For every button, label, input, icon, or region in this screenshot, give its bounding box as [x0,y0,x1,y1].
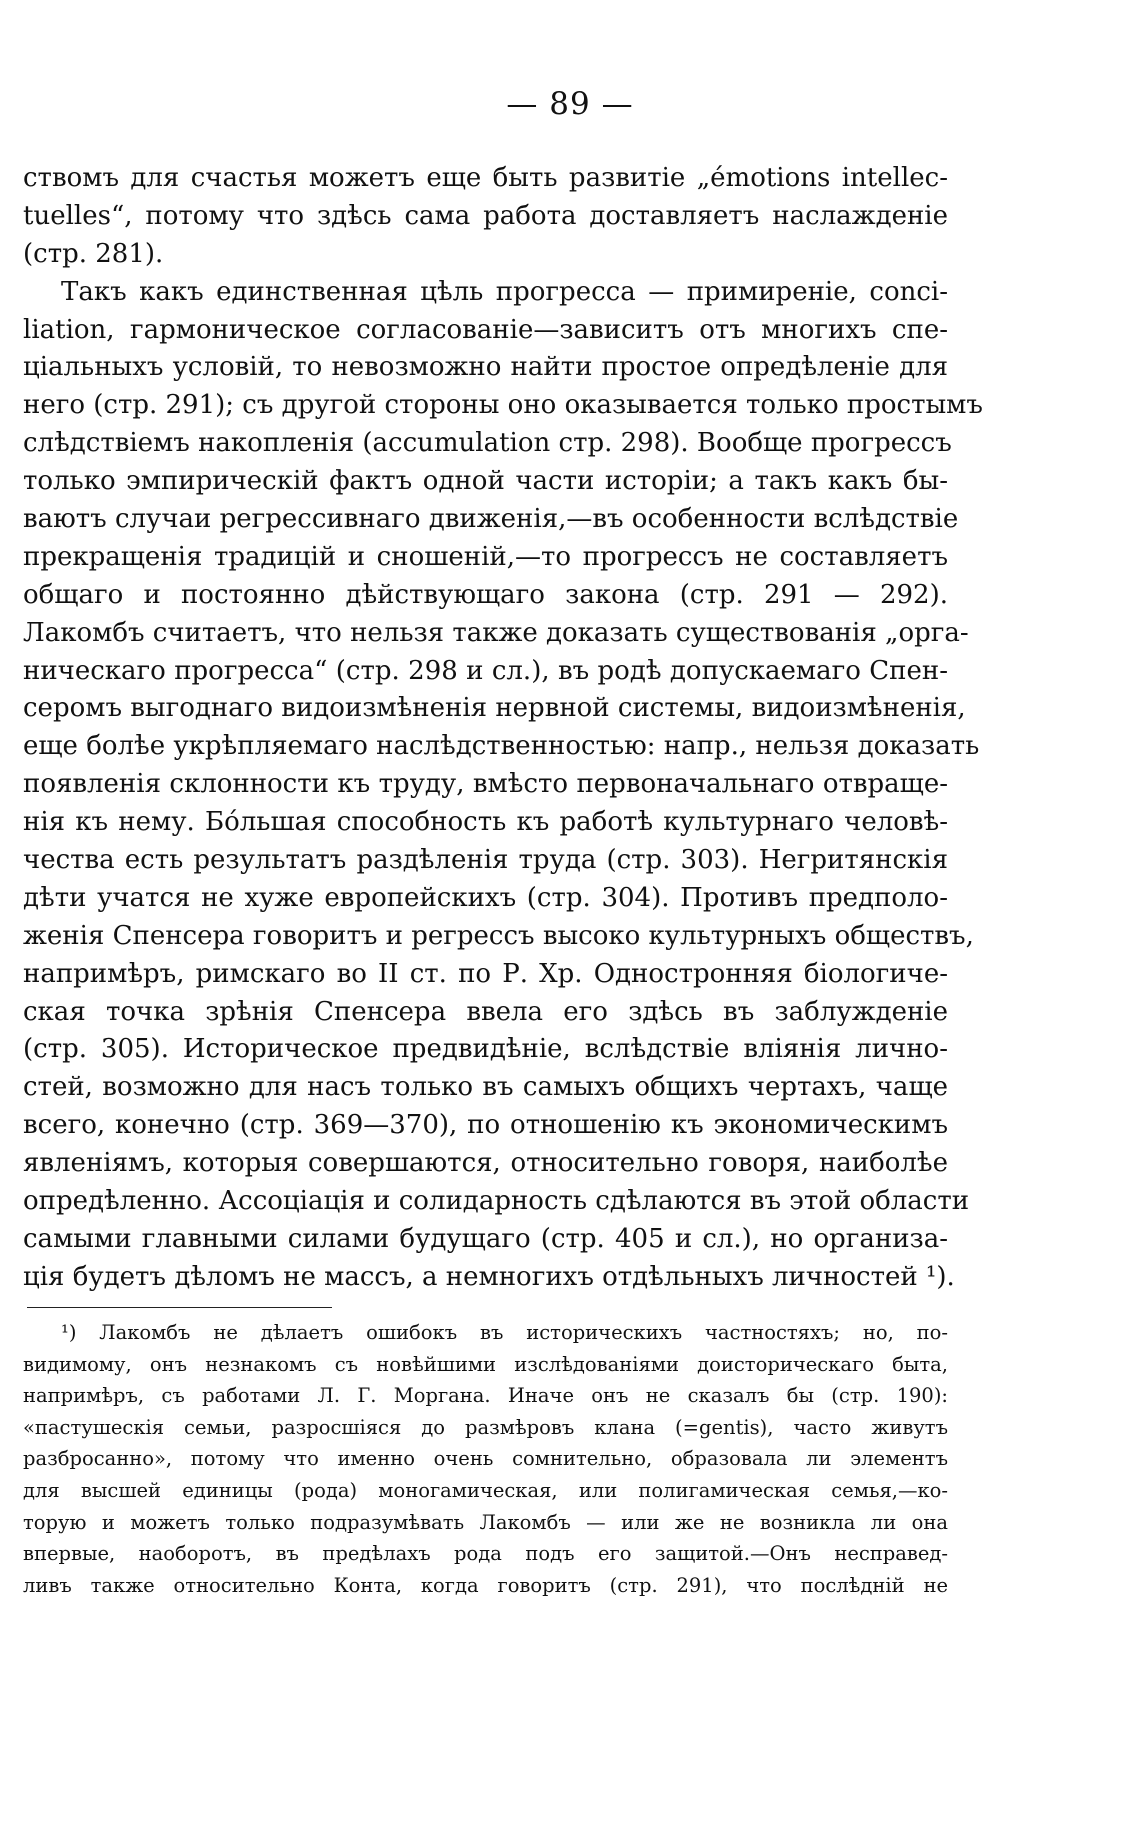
footnote-line: видимому, онъ незнакомъ съ новѣйшими изслѣдованіями доисторическаго быта, [23,1352,948,1376]
text-line: всего, конечно (стр. 369—370), по отношенію къ экономическимъ [23,1110,948,1141]
text-line: напримѣръ, римскаго во II ст. по Р. Хр. Одностронняя біологиче- [23,958,948,989]
footnote-line: для высшей единицы (рода) моногамическая, или полигамическая семья,—ко- [23,1478,948,1502]
footnote-line: ливъ также относительно Конта, когда говоритъ (стр. 291), что послѣдній не [23,1573,948,1597]
text-line-content: ція будетъ дѣломъ не массъ, а немногихъ отдѣльныхъ личностей [23,1261,918,1292]
text-line: Лакомбъ считаетъ, что нельзя также доказать существованія „орга- [23,617,969,648]
footnote-line: «пастушескія семьи, разросшіяся до размѣровъ клана (=gentis), часто живутъ [23,1415,948,1439]
text-line: общаго и постоянно дѣйствующаго закона (стр. 291 — 292). [23,579,948,610]
footnote [23,1317,948,1601]
main-text [23,160,983,1297]
text-line: женія Спенсера говоритъ и регрессъ высоко культурныхъ обществъ, [23,920,974,951]
text-line: (стр. 305). Историческое предвидѣніе, вслѣдствіе вліянія лично- [23,1034,948,1065]
paragraph-first-line: Такъ какъ единственная цѣль прогресса — примиреніе, conci- [61,276,948,307]
footnote-reference: ¹). [925,1261,955,1292]
text-line: (стр. 281). [23,238,164,269]
text-line: самыми главными силами будущаго (стр. 405 и сл.), но организа- [23,1223,948,1254]
text-line: ническаго прогресса“ (стр. 298 и сл.), въ родѣ допускаемаго Спен- [23,655,948,686]
text-line: чества есть результатъ раздѣленія труда (стр. 303). Негритянскія [23,845,948,876]
text-line: явленіямъ, которыя совершаются, относительно говоря, наиболѣе [23,1148,948,1179]
text-line: нія къ нему. Бо́льшая способность къ работѣ культурнаго человѣ- [23,807,948,838]
footnote-line: напримѣръ, съ работами Л. Г. Моргана. Иначе онъ не сказалъ бы (стр. 190): [23,1384,948,1408]
page-number: — 89 — [506,86,634,122]
footnote-line: впервые, наоборотъ, въ предѣлахъ рода подъ его защитой.—Онъ несправед- [23,1542,948,1566]
text-line-with-footnote-ref [23,1259,955,1297]
text-line: ствомъ для счастья можетъ еще быть развитіе „émotions intellec- [23,163,948,193]
footnote-line: торую и можетъ только подразумѣвать Лакомбъ — или же не возникла ли она [23,1510,948,1534]
text-line: еще болѣе укрѣпляемаго наслѣдственностью: напр., нельзя доказать [23,731,980,762]
text-line: ціальныхъ условій, то невозможно найти простое опредѣленіе для [23,352,948,383]
text-line: прекращенія традицій и сношеній,—то прогрессъ не составляетъ [23,541,948,572]
text-line: него (стр. 291); съ другой стороны оно оказывается только простымъ [23,390,983,421]
text-line: слѣдствіемъ накопленія (accumulation стр. 298). Вообще прогрессъ [23,428,952,459]
footnote-line: разбросанно», потому что именно очень сомнительно, образовала ли элементъ [23,1447,948,1471]
text-line: серомъ выгоднаго видоизмѣненія нервной системы, видоизмѣненія, [23,693,966,724]
text-line: liation, гармоническое согласованіе—зависитъ отъ многихъ спе- [23,314,948,345]
text-line: tuelles“, потому что здѣсь сама работа доставляетъ наслажденіе [23,200,948,231]
footnote-line: ¹) Лакомбъ не дѣлаетъ ошибокъ въ историческихъ частностяхъ; но, по- [61,1321,948,1344]
text-line: опредѣленно. Ассоціація и солидарность сдѣлаются въ этой области [23,1186,970,1217]
text-line: только эмпирическій фактъ одной части исторіи; а такъ какъ бы- [23,466,948,497]
text-line: стей, возможно для насъ только въ самыхъ общихъ чертахъ, чаще [23,1072,948,1103]
text-line: ская точка зрѣнія Спенсера ввела его здѣсь въ заблужденіе [23,996,948,1027]
footnote-divider [27,1307,332,1308]
text-line: дѣти учатся не хуже европейскихъ (стр. 304). Противъ предполо- [23,882,948,913]
text-line: ваютъ случаи регрессивнаго движенія,—въ особенности вслѣдствіе [23,504,959,535]
text-line: появленія склонности къ труду, вмѣсто первоначальнаго отвраще- [23,769,948,800]
